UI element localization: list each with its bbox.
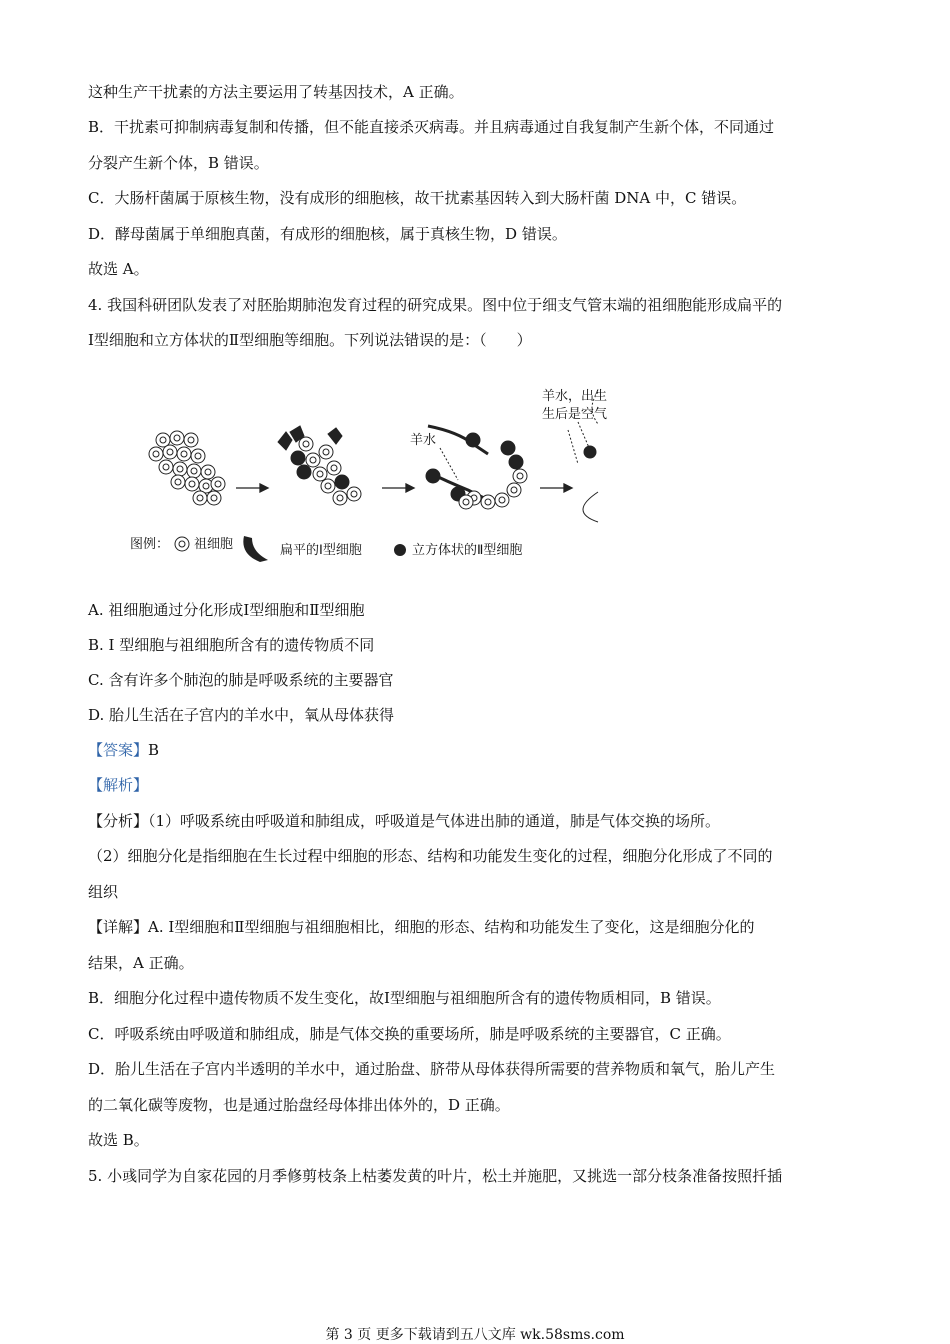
intermediate-cell-cluster [278, 426, 361, 505]
text-line: C．大肠杆菌属于原核生物，没有成形的细胞核，故干扰素基因转入到大肠杆菌 DNA 中，C 错误。 [88, 189, 747, 207]
legend-type1: 扁平的Ⅰ型细胞 [280, 542, 362, 557]
analysis-line: （2）细胞分化是指细胞在生长过程中细胞的形态、结构和功能发生变化的过程，细胞分化形成了不同的 [88, 847, 773, 865]
birth-label-line2: 生后是空气 [542, 406, 608, 421]
alveolus-development-figure [128, 372, 608, 572]
text-line: 分裂产生新个体，B 错误。 [88, 154, 269, 172]
birth-label-line1: 羊水，出生 [542, 388, 608, 403]
arrow-icon [382, 484, 414, 492]
option-b: B. Ⅰ 型细胞与祖细胞所含有的遗传物质不同 [88, 636, 375, 654]
answer-value: B [148, 741, 160, 759]
option-d: D. 胎儿生活在子宫内的羊水中，氧从母体获得 [88, 706, 395, 724]
analysis-line: 故选 B。 [88, 1131, 149, 1149]
type2-cell-icon [394, 544, 406, 556]
analysis-line: 结果，A 正确。 [88, 954, 194, 972]
analysis-line: D．胎儿生活在子宫内半透明的羊水中，通过胎盘、脐带从母体获得所需要的营养物质和氧气，胎儿产生 [88, 1060, 776, 1078]
analysis-line: B．细胞分化过程中遗传物质不发生变化，故Ⅰ型细胞与祖细胞所含有的遗传物质相同，B 错误。 [88, 989, 721, 1007]
analysis-line: 【详解】A. Ⅰ型细胞和Ⅱ型细胞与祖细胞相比，细胞的形态、结构和功能发生了变化，这是细胞分化的 [88, 918, 755, 936]
legend-progenitor: 祖细胞 [194, 536, 234, 551]
answer-tag: 【答案】 [88, 741, 149, 759]
legend-prefix: 图例： [130, 536, 170, 551]
analysis-line: 【分析】（1）呼吸系统由呼吸道和肺组成，呼吸道是气体进出肺的通道，肺是气体交换的场所。 [88, 812, 721, 830]
arrow-icon [236, 484, 268, 492]
page-footer: 第 3 页 更多下载请到五八文库 wk.58sms.com [325, 1327, 625, 1343]
text-line: D．酵母菌属于单细胞真菌，有成形的细胞核，属于真核生物，D 错误。 [88, 225, 567, 243]
text-line: 这种生产干扰素的方法主要运用了转基因技术，A 正确。 [88, 83, 464, 101]
legend [130, 536, 522, 562]
analysis-line: 组织 [88, 883, 119, 901]
legend-type2: 立方体状的Ⅱ型细胞 [412, 542, 523, 557]
progenitor-cell-cluster [149, 431, 225, 505]
text-line: B．干扰素可抑制病毒复制和传播，但不能直接杀灭病毒。并且病毒通过自我复制产生新个体，不同通过 [88, 118, 775, 136]
analysis-line: C．呼吸系统由呼吸道和肺组成，肺是气体交换的重要场所，肺是呼吸系统的主要器官，C 正确。 [88, 1025, 731, 1043]
question-4-stem: Ⅰ型细胞和立方体状的Ⅱ型细胞等细胞。下列说法错误的是：（ ） [88, 331, 532, 349]
option-c: C. 含有许多个肺泡的肺是呼吸系统的主要器官 [88, 671, 394, 689]
branching-tube [426, 426, 527, 509]
answer-line [88, 740, 159, 760]
analysis-line: 的二氧化碳等废物，也是通过胎盘经母体排出体外的，D 正确。 [88, 1096, 510, 1114]
arrow-icon [540, 484, 572, 492]
type1-cell-icon [243, 536, 268, 562]
text-line: 故选 A。 [88, 260, 149, 278]
question-4-stem: 4. 我国科研团队发表了对胚胎期肺泡发育过程的研究成果。图中位于细支气管末端的祖细胞能形成扁平的 [88, 296, 783, 314]
analysis-tag: 【解析】 [88, 776, 149, 794]
question-5-stem: 5. 小彧同学为自家花园的月季修剪枝条上枯萎发黄的叶片，松土并施肥，又挑选一部分枝条准备按照扦插 [88, 1167, 783, 1185]
amniotic-fluid-label: 羊水 [410, 432, 437, 447]
option-a: A. 祖细胞通过分化形成Ⅰ型细胞和Ⅱ型细胞 [88, 601, 365, 619]
